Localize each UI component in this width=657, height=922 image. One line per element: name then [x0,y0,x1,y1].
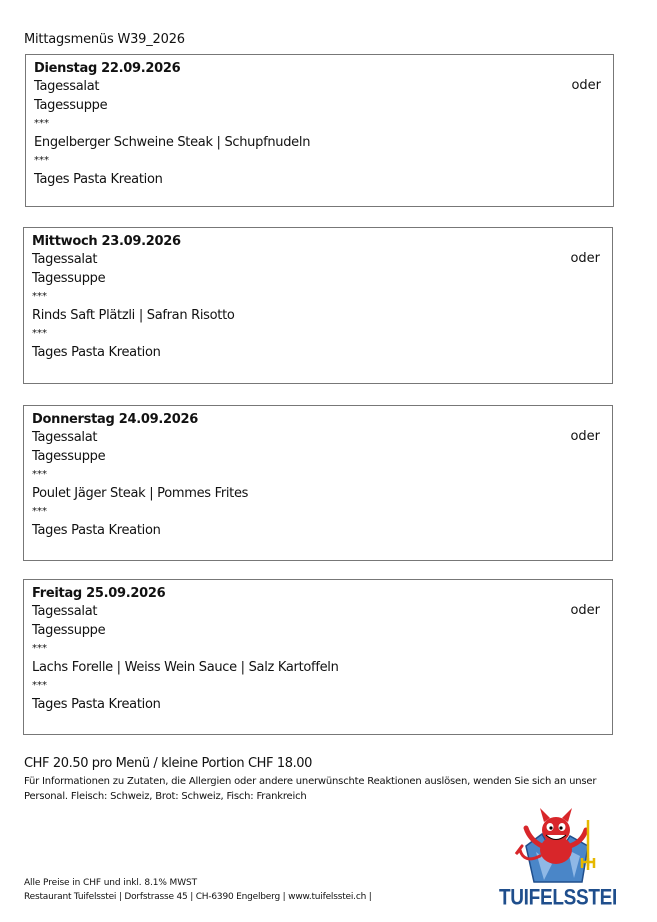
salad-item: Tagessalat [32,430,98,445]
main-course: Lachs Forelle | Weiss Wein Sauce | Salz Kartoffeln [32,659,339,675]
separator: *** [34,155,49,166]
separator: *** [32,506,47,517]
alternative-course: Tages Pasta Kreation [32,696,161,712]
separator: *** [32,291,47,302]
alternative-course: Tages Pasta Kreation [32,344,161,360]
main-course: Rinds Saft Plätzli | Safran Risotto [32,307,235,323]
or-label: oder [570,251,600,266]
separator: *** [32,328,47,339]
menu-day-friday [23,579,613,735]
footer-prices-note: Alle Preise in CHF und inkl. 8.1% MWST [24,878,198,888]
allergen-info: Für Informationen zu Zutaten, die Allergien oder andere unerwünschte Reaktionen auslösen, wenden Sie sich an unser Personal. Fleisch: Schweiz, Brot: Schweiz, Fisch: Frankreich [24,776,597,802]
day-title: Donnerstag 24.09.2026 [32,412,198,427]
separator: *** [32,643,47,654]
footer-address: Restaurant Tuifelsstei | Dorfstrasse 45 | CH-6390 Engelberg | www.tuifelsstei.ch | [24,892,372,902]
soup-item: Tagessuppe [32,622,106,638]
day-title: Mittwoch 23.09.2026 [32,234,181,249]
alternative-course: Tages Pasta Kreation [32,522,161,538]
salad-item: Tagessalat [32,252,98,267]
main-course: Engelberger Schweine Steak | Schupfnudeln [34,134,311,150]
main-course: Poulet Jäger Steak | Pommes Frites [32,485,249,501]
separator: *** [34,118,49,129]
menu-day-thursday [23,405,613,561]
soup-item: Tagessuppe [34,97,108,113]
page-title: Mittagsmenüs W39_2026 [24,32,185,47]
menu-day-tuesday [25,54,614,207]
salad-item: Tagessalat [34,79,100,94]
menu-day-wednesday [23,227,613,384]
or-label: oder [570,429,600,444]
soup-item: Tagessuppe [32,448,106,464]
alternative-course: Tages Pasta Kreation [34,171,163,187]
soup-item: Tagessuppe [32,270,106,286]
day-title: Dienstag 22.09.2026 [34,61,181,76]
day-title: Freitag 25.09.2026 [32,586,166,601]
separator: *** [32,469,47,480]
devil-mascot-icon [496,806,620,888]
or-label: oder [571,78,601,93]
or-label: oder [570,603,600,618]
price-info: CHF 20.50 pro Menü / kleine Portion CHF 18.00 [24,756,313,771]
salad-item: Tagessalat [32,604,98,619]
logo-wordmark: TUIFELSSTEI [498,886,618,911]
separator: *** [32,680,47,691]
restaurant-logo [496,806,620,910]
